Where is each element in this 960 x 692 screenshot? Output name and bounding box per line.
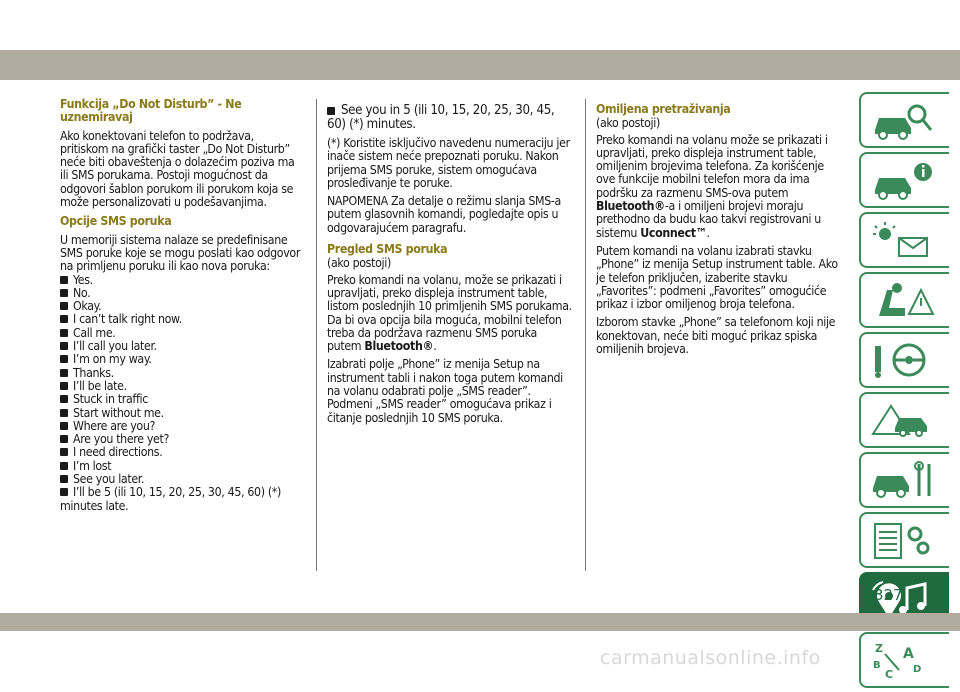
column-divider bbox=[316, 99, 317, 571]
list-item: See you later. bbox=[60, 473, 305, 486]
warning-lights-icon[interactable] bbox=[859, 212, 949, 268]
car-info-icon[interactable] bbox=[859, 152, 949, 208]
bullet-square-icon bbox=[60, 488, 68, 496]
bullet-square-icon bbox=[60, 302, 68, 310]
paragraph-favorites: Preko komandi na volanu može se prikazati i upravljati, preko displeja instrument table, omiljenim brojevima telefona. Za korišćenje ove funkcije mobilni telefon mora da ima podršku za razmenu SMS-ova putem Bluetooth®-a i omiljeni brojevi moraju prethodno da budu kao takvi registrovani u sistemu Uconnect™. bbox=[596, 132, 828, 240]
column-divider bbox=[585, 99, 586, 571]
seat-airbag-icon[interactable] bbox=[859, 272, 949, 328]
paragraph-sms-review: Preko komandi na volanu, može se prikazati i upravljati, preko displeja instrument table, listom poslednjih 10 primljenih SMS porukama. Da bi ova opcija bila moguća, mobilni telefon treba da podržava razmenu SMS poruka putem Bluetooth®. bbox=[327, 272, 572, 354]
list-item: I’m on my way. bbox=[60, 353, 305, 366]
subheading-if-available: (ako postoji) bbox=[596, 116, 660, 131]
paragraph-note: NAPOMENA Za detalje o režimu slanja SMS-a putem glasovnih komandi, pogledajte opis u odgovarajućem paragrafu. bbox=[327, 194, 561, 235]
svg-text:C: C bbox=[885, 668, 894, 681]
bullet-square-icon bbox=[327, 107, 335, 115]
list-item: I’ll be 5 (ili 10, 15, 20, 25, 30, 45, 60) (*) minutes late. bbox=[60, 485, 281, 513]
svg-text:D: D bbox=[913, 664, 922, 675]
bullet-square-icon bbox=[60, 329, 68, 337]
bullet-square-icon bbox=[60, 448, 68, 456]
heading-sms-review: Pregled SMS poruka bbox=[327, 242, 448, 257]
list-item: I’ll be late. bbox=[60, 380, 305, 393]
bullet-square-icon bbox=[60, 475, 68, 483]
chapter-tabs bbox=[859, 92, 949, 692]
heading-do-not-disturb: Funkcija „Do Not Disturb” - Ne uznemiravaj bbox=[60, 97, 242, 125]
list-item: Okay. bbox=[60, 300, 305, 313]
subheading-if-available: (ako postoji) bbox=[327, 256, 391, 271]
paragraph-numbering-note: (*) Koristite isključivo navedenu numeraciju jer inače sistem neće prepoznati poruku. Nakon prijema SMS poruke, sistem omogućava prosleđivanje te poruke. bbox=[327, 136, 570, 190]
watermark: carmanualsonline.info bbox=[600, 647, 821, 669]
car-search-icon[interactable] bbox=[859, 92, 949, 148]
svg-text:B: B bbox=[873, 660, 881, 671]
list-item: I’ll call you later. bbox=[60, 340, 305, 353]
heading-favorites: Omiljena pretraživanja bbox=[596, 102, 731, 116]
index-icon[interactable] bbox=[859, 632, 949, 688]
bullet-square-icon bbox=[60, 409, 68, 417]
list-item: Stuck in traffic bbox=[60, 393, 305, 406]
heading-sms-options: Opcije SMS poruka bbox=[60, 214, 172, 229]
paragraph-favorites-menu: Putem komandi na volanu izabrati stavku „Phone” iz menija Setup instrument table. Ako je telefon priključen, izaberite stavku „Favorites”: podmeni „Favorites” omogućiće prikaz i izbor omiljenog broja telefona. bbox=[596, 243, 838, 312]
column-3 bbox=[596, 103, 841, 361]
svg-text:A: A bbox=[903, 646, 914, 662]
list-item: Are you there yet? bbox=[60, 433, 305, 446]
bullet-square-icon bbox=[60, 382, 68, 390]
bottom-band bbox=[0, 613, 960, 631]
bullet-square-icon bbox=[60, 355, 68, 363]
bullet-square-icon bbox=[60, 395, 68, 403]
paragraph-not-connected: Izborom stavke „Phone” sa telefonom koji nije konektovan, neće biti moguć prikaz spiska omiljenih brojeva. bbox=[596, 315, 836, 357]
list-item: I’m lost bbox=[60, 460, 305, 473]
car-service-icon[interactable] bbox=[859, 452, 949, 508]
bullet-square-icon bbox=[60, 342, 68, 350]
list-item: See you in 5 (ili 10, 15, 20, 25, 30, 45, 60) (*) minutes. bbox=[327, 103, 555, 132]
bullet-square-icon bbox=[60, 315, 68, 323]
list-item: I can’t talk right now. bbox=[60, 313, 305, 326]
column-2 bbox=[327, 104, 572, 430]
list-item: I need directions. bbox=[60, 446, 305, 459]
settings-list-icon[interactable] bbox=[859, 512, 949, 568]
list-item: No. bbox=[60, 287, 305, 300]
bullet-square-icon bbox=[60, 369, 68, 377]
list-item: Where are you? bbox=[60, 420, 305, 433]
page-number: 327 bbox=[874, 586, 903, 604]
paragraph-do-not-disturb: Ako konektovani telefon to podržava, pritiskom na grafički taster „Do Not Disturb” neće biti obaveštenja o dolazećim poziva ma ili SMS porukama. Postoji mogućnost da odgovori šablon porukom ili porukom koja se može personalizovati u podešavanjima. bbox=[60, 128, 295, 210]
list-item: Call me. bbox=[60, 327, 305, 340]
bullet-square-icon bbox=[60, 276, 68, 284]
list-item: Start without me. bbox=[60, 407, 305, 420]
list-item: Thanks. bbox=[60, 367, 305, 380]
bullet-square-icon bbox=[60, 435, 68, 443]
column-1 bbox=[60, 98, 305, 513]
sms-options-list bbox=[60, 274, 305, 513]
top-band bbox=[0, 50, 960, 80]
bullet-square-icon bbox=[60, 422, 68, 430]
bullet-square-icon bbox=[60, 462, 68, 470]
car-breakdown-icon[interactable] bbox=[859, 392, 949, 448]
paragraph-sms-options: U memoriji sistema nalaze se predefinisane SMS poruke koje se mogu poslati kao odgovor na primljenu poruku ili kao nova poruka: bbox=[60, 232, 301, 274]
svg-text:Z: Z bbox=[875, 642, 883, 655]
bullet-square-icon bbox=[60, 289, 68, 297]
paragraph-sms-reader: Izabrati polje „Phone” iz menija Setup na instrument tabli i nakon toga putem komandi na volanu odabrati polje „SMS reader”. Podmeni „SMS reader” omogućava prikaz i čitanje poslednjih 10 SMS poruka. bbox=[327, 357, 563, 425]
list-item: Yes. bbox=[60, 274, 305, 287]
steering-wheel-icon[interactable] bbox=[859, 332, 949, 388]
